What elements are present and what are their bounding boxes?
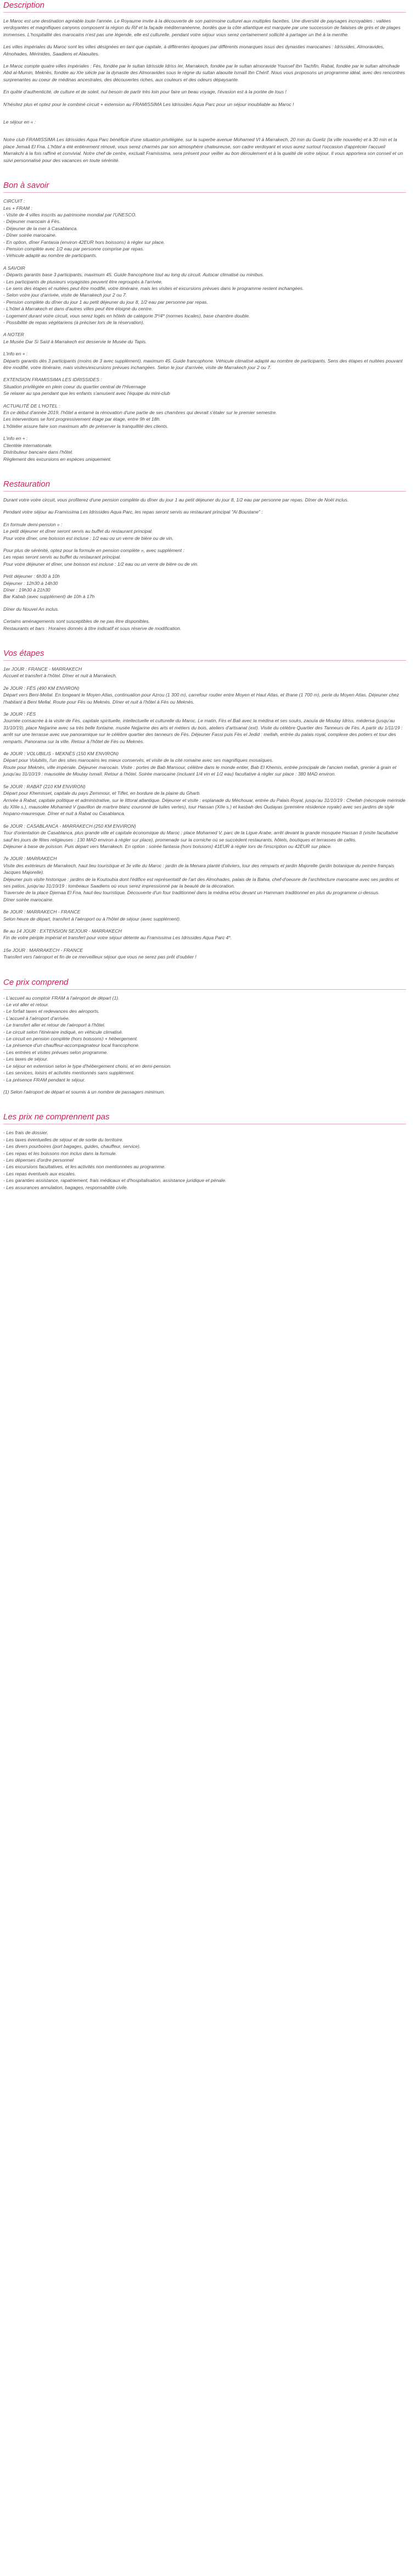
etape-line: 4e JOUR : VOLUBILIS - MEKNÈS (150 KM ENVIRON): [3, 751, 119, 757]
bon-a-savoir-line: - Le sens des étapes et nuitées peut être modifié, votre itinéraire, mais les visites et excursions prévues dans le programme restent inchangées.: [3, 285, 304, 291]
restauration-line-block: [3, 606, 406, 612]
bon-a-savoir-line-block: [3, 403, 406, 430]
section-vos-etapes: [3, 648, 406, 961]
bon-a-savoir-line: Les interventions se font progressivement étage par étage, entre 9h et 18h.: [3, 416, 161, 422]
etape-line-block: [3, 947, 406, 961]
etape-line-block: [3, 750, 406, 778]
bon-a-savoir-line: Situation privilégiée en plein coeur du quartier central de l'Hivernage: [3, 383, 146, 389]
title-underline: [3, 491, 406, 492]
bon-a-savoir-line: A SAVOIR: [3, 265, 25, 271]
prix-comprend-item: - Les taxes de séjour.: [3, 1056, 48, 1062]
restauration-line: Pour plus de sérénité, optez pour la formule en pension complète », avec supplément :: [3, 547, 185, 553]
etape-line: Traversée de la place Djemaa El Fna, haut-lieu touristique. Découverte d'un four traditionnel dans la médina et/ou devant un Hammam traditionnel en plus du programme ci-dessus.: [3, 890, 380, 896]
section-title-vos-etapes: Vos étapes: [3, 649, 44, 658]
bon-a-savoir-line: Départs garantis dès 3 participants (moins de 3 avec supplément), maximum 45. Guide francophone. Véhicule climatisé adapté au nombre de participants. Sens des étapes et nuitées pouvant être modifié, votre itinéraire, mais visites/excursions prévues inchangées. Selon le jour d'arrivée, visite de Marrakech jour 2 ou 7.: [3, 358, 403, 371]
section-prix-ne-comprend: [3, 1112, 406, 1191]
prix-comprend-footnote: (1) Selon l'aéroport de départ et soumis à un nombre de passagers minimum.: [3, 1089, 165, 1095]
prix-comprend-item: - Le forfait taxes et redevances des aéroports.: [3, 1008, 100, 1014]
etape-line: 15e JOUR : MARRAKECH - FRANCE: [3, 947, 83, 953]
bon-a-savoir-line: - Visite de 4 villes inscrits au patrimoine mondial par l'UNESCO.: [3, 211, 137, 218]
bon-a-savoir-blocks: [3, 198, 406, 462]
prix-ne-comprend-list: [3, 1129, 406, 1191]
restauration-line: Certains aménagements sont susceptibles de ne pas être disponibles.: [3, 618, 150, 625]
restauration-line: Dîner du Nouvel An inclus.: [3, 606, 59, 612]
bon-a-savoir-line-block: [3, 331, 406, 345]
bon-a-savoir-line: - Pension complète du dîner du jour 1 au petit déjeuner du jour 8, 1/2 eau par personne par repas.: [3, 299, 209, 305]
etape-line: 1er JOUR : FRANCE - MARRAKECH: [3, 666, 82, 672]
etape-line: Accueil et transfert à l'hôtel. Dîner et nuit à Marrakech.: [3, 673, 117, 679]
restauration-line: Pendant votre séjour au Framissima Les Idrissides Aqua Parc, les repas seront servis au restaurant principal "Al Boustane" :: [3, 509, 263, 515]
etape-line: 3e JOUR : FÈS: [3, 711, 36, 717]
bon-a-savoir-line: ACTUALITÉ DE L'HOTEL :: [3, 403, 60, 409]
bon-a-savoir-line: L'info en + :: [3, 351, 28, 357]
etape-line-block: [3, 823, 406, 850]
description-paragraph: En quête d'authenticité, de culture et de soleil, nul besoin de partir très loin pour faire un beau voyage, l'évasion est à la portée de tous !: [3, 89, 286, 95]
description-paragraph: Notre club FRAMISSIMA Les Idrissides Aqua Parc bénéficie d'une situation privilégiée, sur la superbe avenue Mohamed VI à Marrakech, 20 min du Gueliz (la ville nouvelle) et à 30 min et la place Jemaâ El Fna. L'hôtel a été entièrement rénové, vous serez charmés par son atmosphère chaleureuse, son cadre verdoyant et vous aurez surtout l'occasion d'apprécier l'accueil Marrakchi à la fois raffiné et convivial. Notre chef de centre, excluait Framissima, sera présent pour veiller au bon déroulement et à la qualité de votre séjour. Il vous apportera son conseil et un suivi personnalisé pour des vacances en toute sérénité.: [3, 137, 403, 163]
prix-comprend-item: - Le vol aller et retour.: [3, 1002, 49, 1008]
etape-line: Départ pour Khemisset, capitale du pays Zemmour, et Tiflet, en bordure de la plaine du Gharb.: [3, 790, 201, 796]
section-title-prix-comprend: Ce prix comprend: [3, 977, 69, 987]
etape-line-block: [3, 783, 406, 817]
title-underline: [3, 192, 406, 193]
etape-line-block: [3, 928, 406, 941]
etape-line: Transfert vers l'aéroport et fin de ce merveilleux séjour que vous ne serez pas prêt d'oublier !: [3, 954, 196, 960]
bon-a-savoir-line-block: [3, 350, 406, 371]
etape-line: Dîner soirée marocaine.: [3, 896, 54, 902]
etape-line: Selon heure de départ, transfert à l'aéroport ou à l'hôtel de séjour (avec supplément).: [3, 916, 181, 922]
prix-comprend-item: - Le circuit en pension complète (hors boissons) + hébergement.: [3, 1036, 138, 1042]
etape-line-block: [3, 685, 406, 705]
restauration-line-block: [3, 618, 406, 632]
prix-ne-comprend-item: - Les repas éventuels aux escales.: [3, 1170, 76, 1177]
bon-a-savoir-line: - Déjeuner marocain à Fès.: [3, 219, 61, 225]
bon-a-savoir-line: En ce début d'année 2019, l'hôtel a entamé la rénovation d'une partie de ses chambres qui devrait s'étaler sur le premier semestre.: [3, 410, 277, 416]
prix-ne-comprend-item: - Les excursions facultatives, et les activités non mentionnées au programme.: [3, 1164, 166, 1170]
prix-comprend-list: [3, 995, 406, 1083]
etape-line: 2e JOUR : FÈS (490 KM ENVIRON): [3, 685, 80, 691]
etape-line: Tour d'orientation de Casablanca, plus grande ville et capitale économique du Maroc : place Mohamed V, parc de la Ligue Arabe, arrêt devant la grande mosquée Hassan II (visite facultative sauf les jours de fêtes religieuses : 130 MAD environ à régler sur place), promenade sur la corniche où se succèdent restaurants, hôtels, boutiques et terrasses de cafés.: [3, 830, 398, 843]
prix-ne-comprend-item: - Les dépenses d'ordre personnel: [3, 1157, 74, 1163]
prix-comprend-item: - Le circuit selon l'itinéraire indiqué, en véhicule climatisé.: [3, 1029, 123, 1035]
restauration-line: Dîner : 19h30 à 21h30: [3, 587, 50, 593]
bon-a-savoir-line: - En option, dîner Fantasia (environ 42EUR hors boissons) à régler sur place.: [3, 239, 165, 245]
etapes-blocks: [3, 666, 406, 961]
section-bon-a-savoir: [3, 180, 406, 462]
page: [0, 0, 409, 1191]
bon-a-savoir-line: - Véhicule adapté au nombre de participants.: [3, 253, 98, 259]
description-paragraph: Les villes impériales du Maroc sont les villes désignées en tant que capitale, à différentes époques par différents monarques issus des dynasties marocaines : Idrissides, Almoravides, Almohades, Mérinides, Saadiens et Alaouites.: [3, 44, 385, 57]
restauration-line: Bar Kabab (avec supplément) de 10h à 17h: [3, 594, 95, 600]
prix-ne-comprend-item: - Les repas et les boissons non inclus dans la formule.: [3, 1150, 117, 1156]
etape-line: 8e JOUR : MARRAKECH - FRANCE: [3, 909, 81, 915]
prix-comprend-item: - Le transfert aller et retour de l'aéroport à l'hôtel.: [3, 1022, 105, 1028]
bon-a-savoir-line: - Possibilité de repas végétariens (à préciser lors de la réservation).: [3, 320, 144, 325]
bon-a-savoir-line: - Départs garantis base 3 participants, maximum 45. Guide francophone tout au long du circuit. Autocar climatisé ou minibus.: [3, 272, 264, 278]
description-paragraph: Le Maroc compte quatre villes impériales : Fès, fondée par le sultan Idrisside Idriss Ier, Marrakech, fondée par le sultan almoravide Youssef Ibn Tachfin, Rabat, fondée par le sultan almohade Abd al-Mumin, Meknès, fondée au XIe siècle par la dynastie des Almoravides sous le règne du sultan alaouite Ismaïl Ibn Chérif. Nous vous proposons un programme idéal, avec des rencontres surprenantes au coeur de médinas ancestrales, des découvertes riches, aux couleurs et des odeurs dépaysante.: [3, 63, 405, 82]
etape-line-block: [3, 855, 406, 903]
section-restauration: [3, 479, 406, 632]
bon-a-savoir-line: - Dîner soirée marocaine.: [3, 232, 57, 238]
description-paragraph: Le séjour en « :: [3, 119, 36, 125]
title-underline: [3, 12, 406, 13]
title-underline: [3, 660, 406, 661]
restauration-line-block: [3, 573, 406, 600]
bon-a-savoir-line: Règlement des excursions en espèces uniquement.: [3, 456, 112, 462]
section-title-restauration: Restauration: [3, 479, 50, 489]
section-title-bon-a-savoir: Bon à savoir: [3, 181, 49, 191]
prix-comprend-item: - L'accueil à l'aéroport d'arrivée.: [3, 1015, 70, 1021]
restauration-line: Petit déjeuner : 6h30 à 10h: [3, 573, 60, 579]
prix-comprend-item: - Le séjour en extension selon le type d'hébergement choisi, et en demi-pension.: [3, 1063, 172, 1069]
etape-line-block: [3, 666, 406, 679]
prix-comprend-item: - La présence FRAM pendant le séjour.: [3, 1077, 86, 1083]
section-title-description: Description: [3, 1, 45, 10]
bon-a-savoir-line: - Logement durant votre circuit, vous serez logés en hôtels de catégorie 3*/4* (normes locales), base chambre double.: [3, 313, 250, 319]
etape-line: 5e JOUR : RABAT (210 KM ENVIRON): [3, 783, 86, 789]
description-paragraph: N'hésitez plus et optez pour le combiné circuit + extension au FRAMISSIMA Les Idrissides Aqua Parc pour un séjour inoubliable au Maroc !: [3, 101, 294, 107]
restauration-blocks: [3, 497, 406, 632]
bon-a-savoir-line-block: [3, 265, 406, 326]
bon-a-savoir-line: L'hôtelier assure faire son maximum afin de préserver la tranquillité des clients.: [3, 423, 168, 429]
prix-ne-comprend-item: - Les divers pourboires (port bagages, guides, chauffeur, service).: [3, 1144, 141, 1150]
section-prix-comprend: [3, 977, 406, 1096]
bon-a-savoir-line: - Selon votre jour d'arrivée, visite de Marrakech jour 2 ou 7.: [3, 292, 127, 298]
etape-line-block: [3, 711, 406, 745]
bon-a-savoir-line: L'info en + :: [3, 436, 28, 442]
bon-a-savoir-line: - L'hôtel à Marrakech et dans d'autres villes peut être éloigné du centre.: [3, 306, 153, 312]
restauration-line: Les repas seront servis au buffet du restaurant principal.: [3, 554, 121, 560]
bon-a-savoir-line-block: [3, 198, 406, 259]
prix-comprend-item: - La présence d'un chauffeur-accompagnateur local francophone.: [3, 1042, 140, 1049]
prix-ne-comprend-item: - Les taxes éventuelles de séjour et de sortie du territoire.: [3, 1136, 123, 1142]
etape-line: Déjeuner puis visite historique : jardins de la Koutoubia dont l'édifice est représentatif de l'art des Almohades, palais de la Bahia, chef-d'oeuvre de l'architecture marocaine avec ses jardins et ses patios, jusqu'au 31/10/19 : tombeaux Saadiens où vous serez impressionné par la beauté de la décoration.: [3, 876, 399, 889]
restauration-line-block: [3, 497, 406, 503]
etape-line: Route pour Meknès, ville impériale. Déjeuner marocain. Visite : portes de Bab Mansour, célèbre dans le monde entier, Bab El Khemis, entrée principale de l'ancien mellah, grenier à grain et jusqu'au 31/10/19 : mausolée de Moulay Ismaïl. Retour à l'hôtel. Soirée marocaine (incluant 1/4 vin et 1/2 eau) facultative à régler sur place : 380 MAD environ.: [3, 764, 397, 777]
restauration-line: Le petit déjeuner et dîner seront servis au buffet du restaurant principal.: [3, 528, 153, 534]
etape-line: 7e JOUR : MARRAKECH: [3, 856, 57, 862]
bon-a-savoir-line: Distributeur bancaire dans l'hôtel.: [3, 449, 74, 455]
etape-line: 6e JOUR : CASABLANCA - MARRAKECH (250 KM ENVIRON): [3, 823, 136, 829]
bon-a-savoir-line: CIRCUIT :: [3, 198, 25, 204]
bon-a-savoir-line-block: [3, 376, 406, 397]
etape-line: Déjeuner à base de poisson. Puis départ vers Marrakech. En option : soirée fantasia (hors boissons) 41EUR à régler lors de l'inscription ou 42EUR sur place.: [3, 843, 332, 849]
etape-line: Journée consacrée à la visite de Fès, capitale spirituelle, intellectuelle et culturelle du Maroc. Le matin, Fès el Bali avec la médina et ses souks, zaouïa de Moulay Idriss, médersa (jusqu'au 31/10/19), place Nejjarine avec sa très belle fontaine, musée Nejjarine des arts et métiers du bois, ateliers d'artisanat (ext). Visite du célèbre Quartier des Tanneurs de Fès. A partir du 1/11/19 : arrêt sur une terrasse avec vue panoramique sur le célèbre quartier des tanneurs de Fès. Déjeuner Fassi puis Fès el Jedid : mellah, entrée du palais royal, complexe des potiers et tour des remparts. Panorama sur la ville. Retour à l'hôtel de Fès ou Meknès.: [3, 718, 403, 744]
prix-comprend-item: - Les entrées et visites prévues selon programme.: [3, 1049, 108, 1055]
section-title-prix-ne-comprend: Les prix ne comprennent pas: [3, 1112, 110, 1122]
bon-a-savoir-line: EXTENSION FRAMISSIMA LES IDRISSIDES :: [3, 377, 102, 383]
etape-line: Fin de votre périple impérial et transfert pour votre séjour détente au Framissima Les Idrissides Aqua Parc 4*.: [3, 935, 232, 941]
prix-ne-comprend-item: - Les garanties assistance, rapatriement, frais médicaux et d'hospitalisation, assistance juridique et pénale.: [3, 1178, 227, 1184]
bon-a-savoir-line: Les + FRAM :: [3, 205, 32, 211]
etape-line: Visite des extérieurs de Marrakech, haut lieu touristique et 3e ville du Maroc : jardin de la Menara planté d'oliviers, tour des remparts et jardin Majorelle (jardin botanique du peintre français Jacques Majorelle).: [3, 862, 395, 876]
etape-line: Départ pour Volubilis, l'un des sites marocains les mieux conservés, et visite de la cité romaine avec ses magnifiques mosaïques.: [3, 757, 273, 763]
bon-a-savoir-line: Se relaxer au spa pendant que les enfants s'amusent avec l'équipe du mini-club: [3, 391, 170, 397]
restauration-line-block: [3, 521, 406, 542]
bon-a-savoir-line: Le Musée Dar Si Saïd à Marrakech est desservie le Musée du Tapis.: [3, 338, 147, 344]
bon-a-savoir-line: - Déjeuner de la mer à Casablanca.: [3, 225, 78, 231]
bon-a-savoir-line: A NOTER: [3, 332, 24, 338]
bon-a-savoir-line: Clientèle internationale.: [3, 442, 53, 448]
prix-comprend-item: - Les services, loisirs et activités mentionnés sans supplément.: [3, 1070, 135, 1076]
etape-line: 8e au 14 JOUR : EXTENSION SEJOUR - MARRAKECH: [3, 928, 122, 934]
prix-ne-comprend-item: - Les assurances annulation, bagages, responsabilité civile.: [3, 1184, 128, 1190]
etape-line: Arrivée à Rabat, capitale politique et administrative, sur le littoral atlantique. Déjeuner et visite : esplanade du Méchouar, entrée du Palais Royal, jusqu'au 31/10/19 : Chellah (nécropole mérinide du XIIIe s.), mausolée Mohamed V (pavillon de marbre blanc couronné de tuiles vertes), tour Hassan (XIIe s.) et kasbah des Oudayas (première résidence royale) avec ses jardins de style hispano-mauresque. Dîner et nuit à Rabat ou Casablanca.: [3, 797, 406, 817]
description-paragraph: Le Maroc est une destination agréable toute l'année. Le Royaume invite à la découverte de son patrimoine culturel aux multiples facettes. Une diversité de paysages incroyables : vallées verdoyantes et magnifiques canyons composent la région du Rif et la façade méditerranéenne, bordés que la côte atlantique est marquée par une succession de falaises de grès et de plages immenses. L'hospitalité des marocains n'est pas une légende, elle est culturelle, pendant votre séjour vous serez certainement sollicité à partager un thé à la menthe.: [3, 18, 401, 37]
restauration-line: Pour votre dîner, une boisson est incluse : 1/2 eau ou un verre de bière ou de vin.: [3, 535, 174, 541]
restauration-line: Pour votre déjeuner et dîner, une boisson est incluse : 1/2 eau ou un verre de bière ou de vin.: [3, 561, 199, 567]
prix-comprend-item: - L'accueil au comptoir FRAM à l'aéroport de départ (1).: [3, 995, 120, 1001]
restauration-line: Déjeuner : 12h30 à 14h30: [3, 580, 58, 586]
etape-line-block: [3, 908, 406, 922]
restauration-line: Restaurants et bars : Horaires donnés à titre indicatif et sous réserve de modification.: [3, 625, 182, 631]
prix-ne-comprend-item: - Les frais de dossier.: [3, 1130, 48, 1136]
bon-a-savoir-line-block: [3, 435, 406, 462]
etape-line: Départ vers Beni-Mellal. En longeant le Moyen Atlas, continuation pour Azrou (1 300 m), carrefour routier entre Moyen et Haut Atlas, et Ifrane (1 700 m), perle du Moyen Atlas. Déjeuner chez l'habitant à Beni Mellal. Route pour Fès ou Meknès. Dîner et nuit à l'hôtel à Fès ou Meknès.: [3, 692, 399, 705]
restauration-line: Durant votre votre circuit, vous profiterez d'une pension complète du dîner du jour 1 au petit déjeuner du jour 8, 1/2 eau par personne par repas. Dîner de Noël inclus.: [3, 497, 349, 503]
bon-a-savoir-line: - Les participants de plusieurs voyagistes peuvent être regroupés à l'arrivée.: [3, 278, 163, 285]
restauration-line: En formule demi-pension » :: [3, 521, 63, 527]
title-underline: [3, 989, 406, 990]
bon-a-savoir-line: - Pension complète avec 1/2 eau par personne comprise par repas.: [3, 246, 144, 252]
restauration-line-block: [3, 547, 406, 567]
section-description: [3, 0, 406, 164]
restauration-line-block: [3, 509, 406, 515]
